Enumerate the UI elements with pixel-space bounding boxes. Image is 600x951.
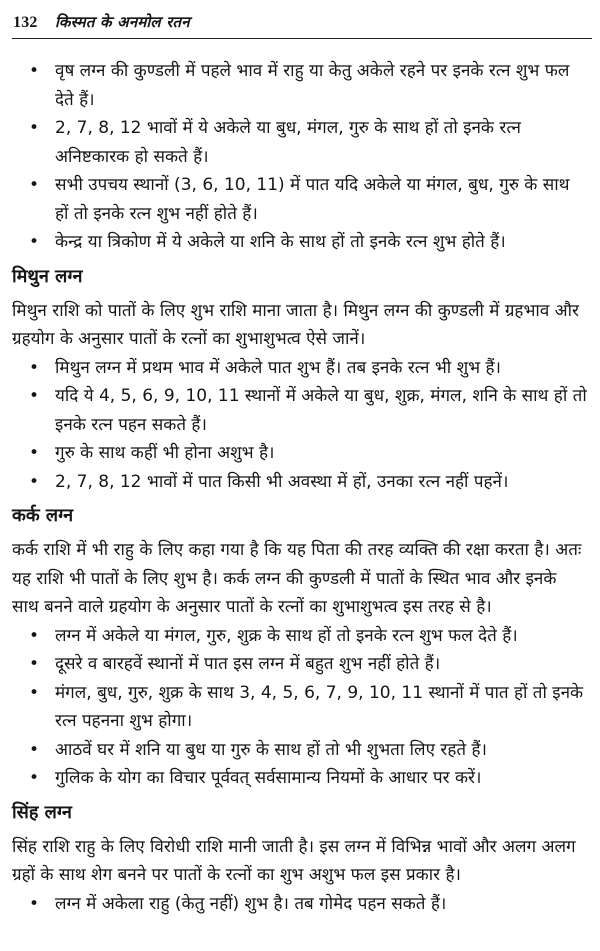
list-item: • मिथुन लग्न में प्रथम भाव में अकेले पात शुभ हैं। तब इनके रत्न भी शुभ हैं।	[0, 354, 600, 383]
section-paragraph: सिंह राशि राहु के लिए विरोधी राशि मानी जाती है। इस लग्न में विभिन्न भावों और अलग अलग ग्रहों के साथ शेग बनने पर पातों के रत्नों का शुभ अशुभ फल इस प्रकार है।	[12, 836, 576, 885]
list-item: • लग्न में अकेला राहु (केतु नहीं) शुभ है। तब गोमेद पहन सकते हैं।	[0, 890, 600, 919]
bullet-icon: •	[29, 654, 40, 674]
section-paragraph: मिथुन राशि को पातों के लिए शुभ राशि माना जाता है। मिथुन लग्न की कुण्डली में ग्रहभाव और ग्रहयोग के अनुसार पातों के रत्नों का शुभाशुभत्व ऐसे जानें।	[12, 300, 580, 349]
bullet-icon: •	[29, 739, 40, 760]
list-item: • दूसरे व बारहवें स्थानों में पात इस लग्न में बहुत शुभ नहीं होते हैं।	[0, 650, 600, 679]
bullet-icon: •	[29, 768, 40, 788]
list-item: • मंगल, बुध, गुरु, शुक्र के साथ 3, 4, 5, 6, 7, 9, 10, 11 स्थानों में पात हों तो इनके रत्न पहनना शुभ होगा।	[0, 679, 600, 736]
section-bullet-list	[0, 622, 600, 793]
section-heading-mithun: मिथुन लग्न	[12, 265, 83, 287]
bullet-icon: •	[29, 625, 40, 646]
intro-bullet-list	[0, 57, 600, 257]
bullet-icon: •	[29, 232, 40, 252]
list-item: • सभी उपचय स्थानों (3, 6, 10, 11) में पात यदि अकेले या मंगल, बुध, गुरु के साथ हों तो इनके रत्न शुभ नहीं होते हैं।	[0, 171, 600, 228]
bullet-icon: •	[29, 893, 40, 914]
list-item: • गुलिक के योग का विचार पूर्ववत् सर्वसामान्य नियमों के आधार पर करें।	[0, 764, 600, 793]
bullet-icon: •	[29, 118, 40, 138]
bullet-icon: •	[29, 175, 40, 195]
header-rule	[12, 38, 592, 39]
section-bullet-list	[0, 890, 600, 919]
bullet-icon: •	[29, 471, 40, 492]
running-header	[13, 12, 190, 32]
list-item: • 2, 7, 8, 12 भावों में पात किसी भी अवस्था में हों, उनका रत्न नहीं पहनें।	[0, 468, 600, 497]
list-item: • लग्न में अकेले या मंगल, गुरु, शुक्र के साथ हों तो इनके रत्न शुभ फल देते हैं।	[0, 622, 600, 651]
list-item: • यदि ये 4, 5, 6, 9, 10, 11 स्थानों में अकेले या बुध, शुक्र, मंगल, शनि के साथ हों तो इनके रत्न पहन सकते हैं।	[0, 382, 600, 439]
section-heading-kark: कर्क लग्न	[12, 505, 74, 526]
list-item: • वृष लग्न की कुण्डली में पहले भाव में राहु या केतु अकेले रहने पर इनके रत्न शुभ फल देते हैं।	[0, 57, 600, 114]
list-item: • आठवें घर में शनि या बुध या गुरु के साथ हों तो भी शुभता लिए रहते हैं।	[0, 736, 600, 765]
book-title: किस्मत के अनमोल रतन	[55, 13, 190, 31]
list-item: • केन्द्र या त्रिकोण में ये अकेले या शनि के साथ हों तो इनके रत्न शुभ होते हैं।	[0, 228, 600, 257]
bullet-icon: •	[29, 357, 40, 378]
section-bullet-list	[0, 354, 600, 497]
bullet-icon: •	[29, 443, 40, 463]
bullet-icon: •	[29, 61, 40, 81]
list-item: • गुरु के साथ कहीं भी होना अशुभ है।	[0, 439, 600, 468]
list-item: • 2, 7, 8, 12 भावों में ये अकेले या बुध, मंगल, गुरु के साथ हों तो इनके रत्न अनिष्टकारक हो सकते हैं।	[0, 114, 600, 171]
bullet-icon: •	[29, 682, 40, 703]
page-body	[0, 57, 600, 918]
section-paragraph: कर्क राशि में भी राहु के लिए कहा गया है कि यह पिता की तरह व्यक्ति की रक्षा करता है। अतः यह राशि भी पातों के लिए शुभ है। कर्क लग्न की कुण्डली में पातों के स्थित भाव और इनके साथ बनने वाले ग्रहयोग के अनुसार पातों के रत्नों का शुभाशुभत्व इस तरह से है।	[12, 540, 582, 617]
bullet-icon: •	[29, 386, 40, 406]
section-heading-singh: सिंह लग्न	[12, 801, 72, 823]
page-number: 132	[13, 14, 38, 31]
